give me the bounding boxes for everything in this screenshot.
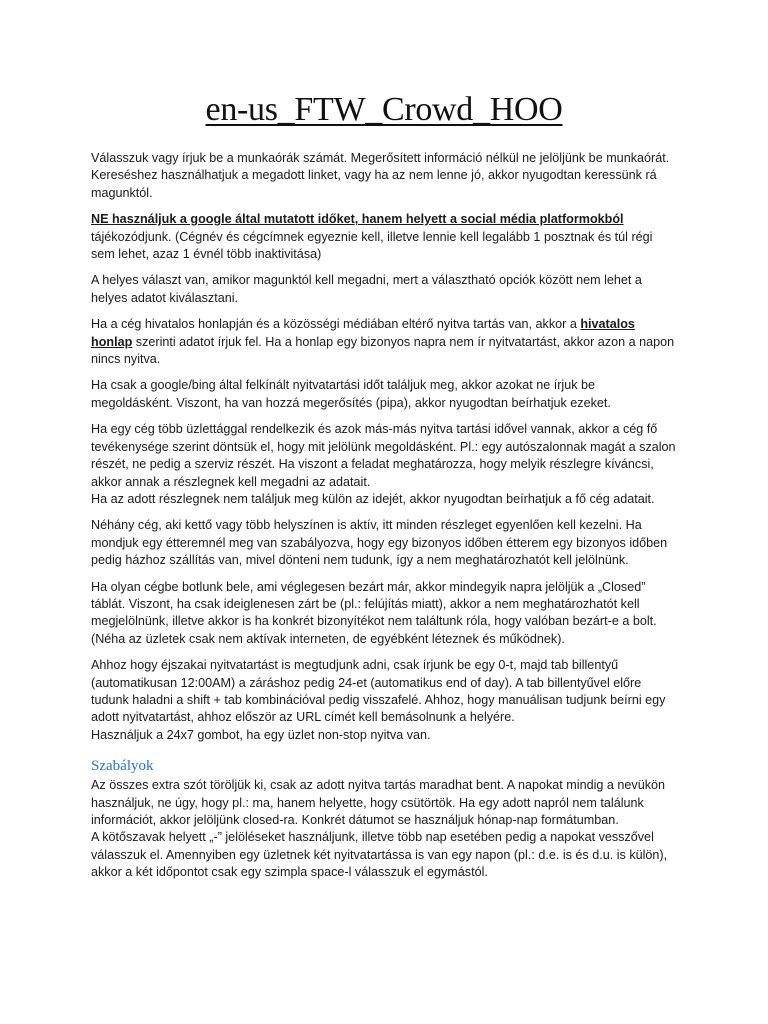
paragraph-business-units bbox=[91, 421, 677, 508]
paragraph-rules bbox=[91, 777, 677, 881]
paragraph-text: Ha egy cég több üzlettággal rendelkezik és azok más-más nyitva tartási idővel vannak, akkor a cég fő tevékenysége szerint döntsük el, hogy mit jelölünk megoldásként. Pl.: egy autószalonnak magát a szalon részét, ne pedig a szerviz részét. Ha viszont a feladat meghatározza, hogy melyik részlegre kíváncsi, akkor annak a részlegnek kell megadni az adatait. bbox=[91, 422, 676, 489]
paragraph-custom-answer: A helyes választ van, amikor magunktól kell megadni, mert a választható opciók között nem lehet a helyes adatot kiválasztani. bbox=[91, 273, 642, 305]
paragraph-social-media bbox=[91, 211, 677, 263]
paragraph-text: tájékozódjunk. (Cégnév és cégcímnek egyeznie kell, illetve lennie kell legalább 1 posztnak és túl régi sem lehet, azaz 1 évnél több inaktivitása) bbox=[91, 229, 653, 262]
paragraph-text: Az összes extra szót töröljük ki, csak az adott nyitva tartás maradhat bent. A napokat mindig a nevükön használjuk, ne úgy, hogy pl.: ma, hanem helyette, hogy csütörtök. Ha egy adott napról nem találunk információt, akkor jelöljünk closed-ra. Konkrét dátumot se használjuk hónap-nap formátumban. bbox=[91, 778, 666, 827]
bold-underlined-warning: NE használjuk a google által mutatott időket, hanem helyett a social média platformokból bbox=[91, 212, 624, 227]
paragraph-text: Ha az adott részlegnek nem találjuk meg külön az idejét, akkor nyugodtan beírhatjuk a fő cég adatait. bbox=[91, 491, 655, 506]
paragraph-night-hours bbox=[91, 657, 677, 744]
paragraph-official-website bbox=[91, 316, 677, 368]
document-title: en-us_FTW_Crowd_HOO bbox=[205, 91, 563, 128]
bold-underlined-term: hivatalos honlap bbox=[91, 317, 635, 349]
paragraph-google-bing: Ha csak a google/bing által felkínált nyitvatartási időt találjuk meg, akkor azokat ne írjuk be megoldásként. Viszont, ha van hozzá megerősítés (pipa), akkor nyugodtan beírhatjuk ezeket. bbox=[91, 378, 611, 410]
paragraph-text: Használjuk a 24x7 gombot, ha egy üzlet non-stop nyitva van. bbox=[91, 727, 431, 742]
paragraph-closed-business: Ha olyan cégbe botlunk bele, ami véglegesen bezárt már, akkor mindegyik napra jelöljük a „Closed” táblát. Viszont, ha csak ideiglenesen zárt be (pl.: felújítás miatt), akkor a nem meghatározhatót kell megjelölnünk, illetve akkor is ha konkrét bizonyítékot nem találtunk róla, hogy valóban bezárt-e a bolt. (Néha az üzletek csak nem aktívak interneten, de egyébként léteznek és működnek). bbox=[91, 579, 657, 646]
paragraph-text: Ha a cég hivatalos honlapján és a közösségi médiában eltérő nyitva tartás van, akkor a bbox=[91, 317, 581, 332]
paragraph-text: A kötőszavak helyett „-” jelöléseket használjunk, illetve több nap esetében pedig a napokat vesszővel válasszuk el. Amennyiben egy üzletnek két nyitvatartássa is van egy napon (pl.: d.e. is és d.u. is külön), akkor a két időpontot csak egy szimpla space-l válasszuk el egymástól. bbox=[91, 830, 668, 880]
section-heading-rules: Szabályok bbox=[91, 758, 154, 775]
paragraph-multiple-locations: Néhány cég, aki kettő vagy több helyszínen is aktív, itt minden részleget egyenlően kell kezelni. Ha mondjuk egy étteremnél meg van szabályozva, hogy egy bizonyos időben étterem egy bizonyos időben pedig házhoz szállítás van, mivel dönteni nem tudunk, így a nem meghatározhatót kell jelölnünk. bbox=[91, 518, 668, 568]
paragraph-text: Ahhoz hogy éjszakai nyitvatartást is megtudjunk adni, csak írjunk be egy 0-t, majd tab billentyű (automatikusan 12:00AM) a záráshoz pedig 24-et (automatikus end of day). A tab billentyűvel előre tudunk haladni a shift + tab kombinációval pedig visszafelé. Ahhoz, hogy manuálisan tudjunk beírni egy adott nyitvatartást, ahhoz először az URL címét kell bemásolnunk a helyére. bbox=[91, 658, 666, 725]
document-page bbox=[91, 84, 677, 891]
paragraph-working-hours: Válasszuk vagy írjuk be a munkaórák számát. Megerősített információ nélkül ne jelöljünk be munkaórát. Kereséshez használhatjuk a megadott linket, vagy ha az nem lenne jó, akkor nyugodtan keressünk rá magunktól. bbox=[91, 151, 670, 200]
paragraph-text: szerinti adatot írjuk fel. Ha a honlap egy bizonyos napra nem ír nyitvatartást, akkor azon a napon nincs nyitva. bbox=[91, 334, 675, 367]
